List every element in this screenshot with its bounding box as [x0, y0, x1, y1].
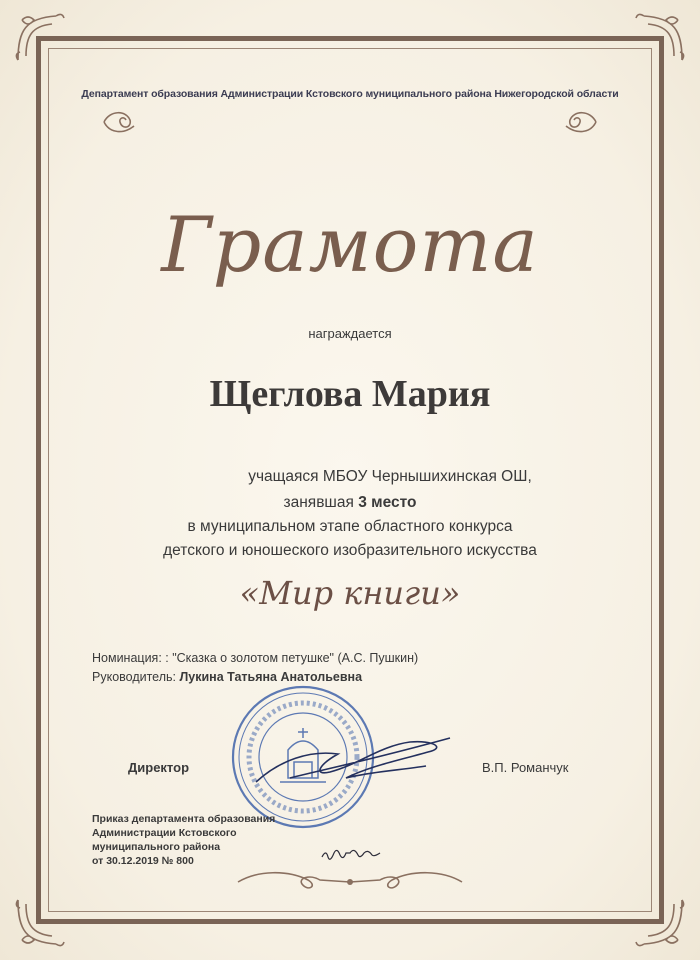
- certificate-title: Грамота: [161, 200, 539, 289]
- nomination-value: "Сказка о золотом петушке" (А.С. Пушкин): [172, 651, 419, 665]
- order-line: муниципального района: [92, 841, 221, 853]
- recipient-name: Щеглова Мария: [209, 373, 491, 415]
- contest-title: «Мир книги»: [239, 574, 461, 612]
- place-line: [0, 494, 700, 512]
- scroll-ornament-icon: [100, 108, 140, 136]
- handwritten-date-icon: [320, 845, 384, 865]
- stage-line: в муниципальном этапе областного конкурса: [187, 518, 513, 535]
- leader-value: Лукина Татьяна Анатольевна: [179, 670, 363, 684]
- corner-ornament-icon: [12, 894, 68, 950]
- nomination-row: [92, 651, 418, 665]
- corner-ornament-icon: [12, 10, 68, 66]
- corner-ornament-icon: [632, 894, 688, 950]
- order-block: [92, 812, 275, 868]
- awarded-label: награждается: [308, 326, 392, 341]
- contest-type-line: детского и юношеского изобразительного искусства: [163, 542, 537, 559]
- director-label: Директор: [128, 760, 190, 775]
- order-line: Приказ департамента образования: [92, 813, 276, 825]
- corner-ornament-icon: [632, 10, 688, 66]
- leader-label: Руководитель:: [92, 670, 180, 684]
- place-value: 3 место: [358, 494, 417, 511]
- order-line: Администрации Кстовского: [92, 827, 237, 839]
- order-line: от 30.12.2019 № 800: [92, 855, 194, 867]
- bottom-ornament-icon: [228, 868, 472, 896]
- nomination-label: Номинация: :: [92, 651, 173, 665]
- scroll-ornament-icon: [560, 108, 600, 136]
- director-name: В.П. Романчук: [482, 760, 569, 775]
- signature-icon: [250, 720, 460, 800]
- place-prefix: занявшая: [283, 494, 359, 511]
- school-line: учащаяся МБОУ Чернышихинская ОШ,: [248, 468, 532, 485]
- department-header: Департамент образования Администрации Кстовского муниципального района Нижегородской области: [81, 88, 619, 100]
